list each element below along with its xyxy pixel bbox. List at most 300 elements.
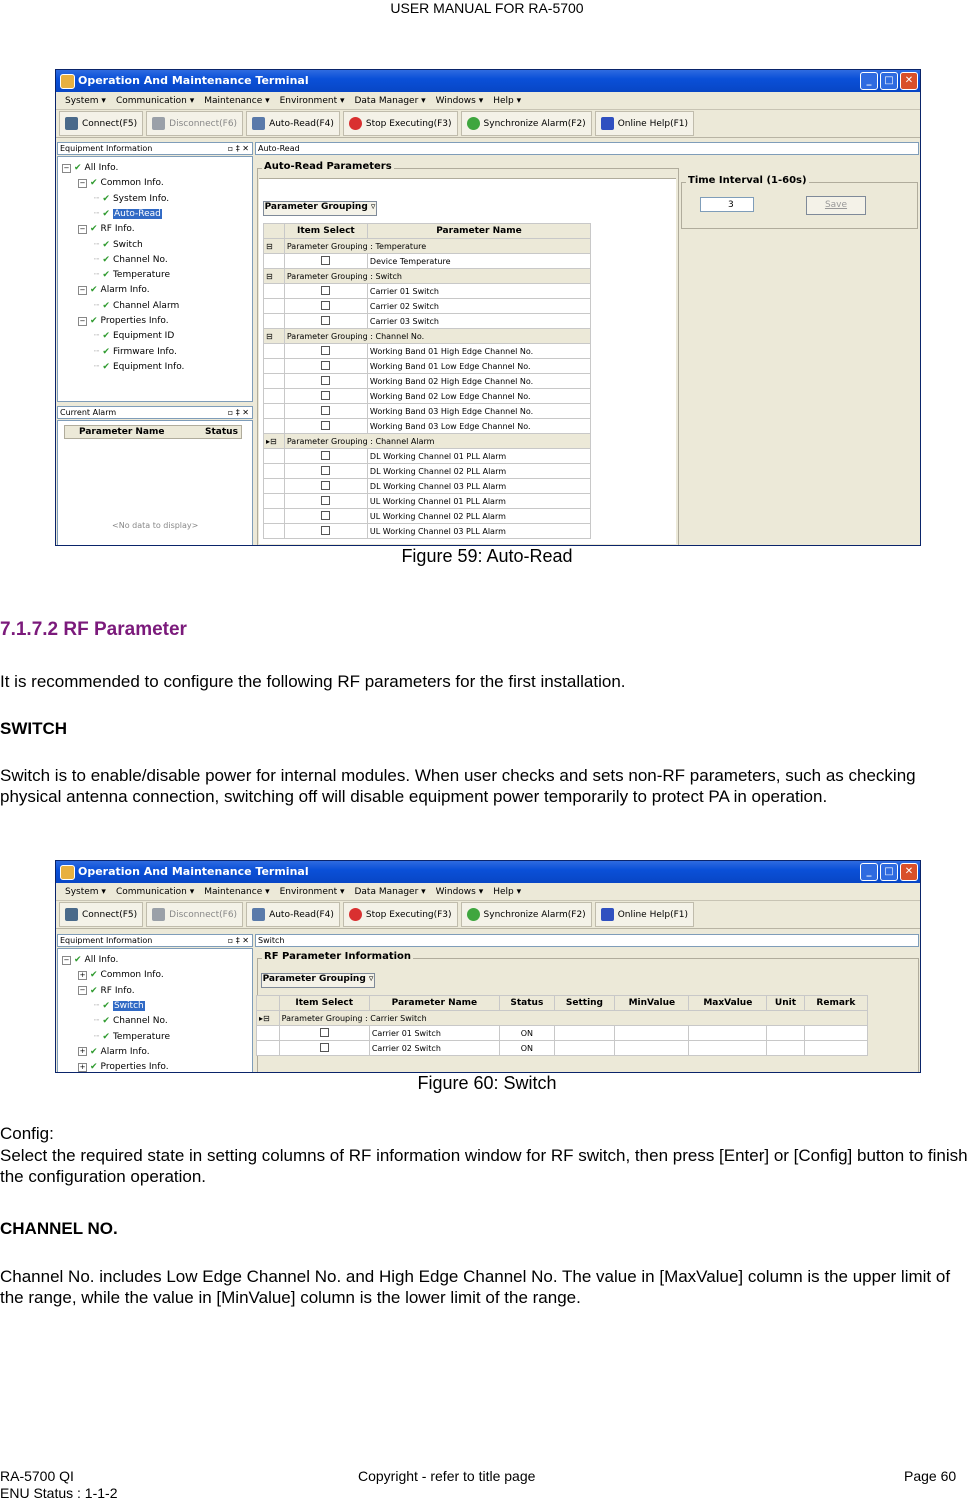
channel-text: Channel No. includes Low Edge Channel No. and High Edge Channel No. The value in [MaxValue] column is the upper limit of the range, while the value in [MinValue] column is the lower limit of the range. [0, 1267, 951, 1307]
item-select-cell[interactable] [284, 524, 367, 539]
group-toggle[interactable]: ⊟ [264, 269, 285, 284]
parameter-name-cell: Carrier 02 Switch [369, 1041, 499, 1056]
table-row[interactable] [264, 299, 591, 314]
item-checkbox[interactable] [321, 421, 330, 430]
toolbar-icon [467, 908, 480, 921]
tree-connector: ┈ [94, 1031, 100, 1042]
save-button[interactable]: Save [806, 196, 866, 215]
no-data-text: <No data to display> [112, 521, 199, 530]
tree-label: Common Info. [100, 178, 164, 189]
item-checkbox[interactable] [321, 286, 330, 295]
toolbar [56, 901, 920, 929]
tree-node[interactable] [94, 301, 179, 311]
tree-node[interactable] [94, 362, 184, 372]
toolbar-label: Connect(F5) [82, 118, 138, 129]
switch-heading: SWITCH [0, 719, 68, 738]
group-row[interactable] [264, 434, 591, 449]
item-select-cell[interactable] [284, 494, 367, 509]
item-checkbox[interactable] [320, 1028, 329, 1037]
row-spacer [264, 419, 285, 434]
parameter-name-cell: DL Working Channel 01 PLL Alarm [367, 449, 590, 464]
tree-node[interactable] [78, 316, 169, 326]
toolbar-icon [65, 908, 78, 921]
alarm-col-name[interactable]: Parameter Name [79, 427, 165, 437]
checkmark-icon: ✔ [90, 1062, 98, 1073]
expand-toggle[interactable]: + [79, 1062, 86, 1071]
column-header[interactable]: Parameter Name [367, 224, 590, 239]
row-spacer [264, 479, 285, 494]
close-button[interactable]: ✕ [900, 72, 918, 90]
menu-item[interactable]: Environment ▾ [279, 95, 345, 106]
checkmark-icon: ✔ [102, 300, 110, 311]
item-select-cell[interactable] [284, 284, 367, 299]
tree-node[interactable] [78, 1047, 150, 1057]
setting-cell[interactable] [554, 1026, 615, 1041]
row-spacer [264, 464, 285, 479]
tree-connector: ┈ [94, 300, 100, 311]
toolbar-label: Synchronize Alarm(F2) [483, 118, 586, 129]
equipment-tree [57, 948, 253, 1073]
channel-heading: CHANNEL NO. [0, 1219, 118, 1238]
group-toggle[interactable]: ▸⊟ [257, 1011, 280, 1026]
tree-label: Equipment Info. [112, 361, 185, 372]
alarm-col-status[interactable]: Status [205, 427, 238, 437]
table-row[interactable] [264, 359, 591, 374]
row-spacer [264, 344, 285, 359]
toolbar-button[interactable] [146, 111, 243, 136]
toolbar-label: Online Help(F1) [617, 909, 689, 920]
expand-toggle[interactable]: + [79, 970, 86, 979]
equipment-tree [57, 156, 253, 402]
toolbar-icon [152, 908, 165, 921]
menu-item[interactable]: Communication ▾ [115, 886, 195, 897]
tree-node[interactable] [94, 240, 143, 250]
toolbar-label: Disconnect(F6) [169, 118, 238, 129]
tree-node[interactable] [94, 270, 170, 280]
item-checkbox[interactable] [320, 1043, 329, 1052]
menu-bar [56, 883, 920, 901]
tree-connector: ┈ [94, 239, 100, 250]
row-spacer [264, 374, 285, 389]
table-row[interactable] [264, 449, 591, 464]
item-select-cell[interactable] [284, 344, 367, 359]
checkmark-icon: ✔ [90, 985, 98, 996]
checkmark-icon: ✔ [102, 1031, 110, 1042]
checkmark-icon: ✔ [90, 1046, 98, 1057]
row-spacer [264, 494, 285, 509]
tree-label: RF Info. [100, 985, 135, 996]
parameter-name-cell: DL Working Channel 02 PLL Alarm [367, 464, 590, 479]
tree-label: Properties Info. [100, 1062, 169, 1073]
tree-node[interactable] [78, 1062, 169, 1072]
checkmark-icon: ✔ [102, 361, 110, 372]
expand-toggle[interactable]: − [63, 163, 70, 172]
tree-node[interactable] [78, 285, 150, 295]
expand-toggle[interactable]: − [79, 316, 86, 325]
rf-param-group-title: RF Parameter Information [264, 951, 412, 962]
item-select-cell[interactable] [284, 509, 367, 524]
footer-page: Page 60 [904, 1468, 957, 1484]
toolbar-icon [252, 117, 265, 130]
table-row[interactable] [264, 464, 591, 479]
tree-node[interactable] [94, 255, 168, 265]
table-row[interactable] [264, 254, 591, 269]
rf-param-table [256, 995, 868, 1056]
toolbar-button[interactable] [246, 902, 340, 927]
time-interval-title: Time Interval (1-60s) [688, 175, 807, 186]
intro-text: It is recommended to configure the following RF parameters for the first installation. [0, 672, 626, 691]
item-checkbox[interactable] [321, 496, 330, 505]
checkmark-icon: ✔ [102, 346, 110, 357]
toolbar-icon [152, 117, 165, 130]
header-spacer [264, 224, 285, 239]
toolbar-button[interactable] [595, 111, 694, 136]
menu-item[interactable]: Windows ▾ [435, 886, 484, 897]
toolbar-icon [467, 117, 480, 130]
checkmark-icon: ✔ [90, 224, 98, 235]
group-toggle[interactable]: ▸⊟ [264, 434, 285, 449]
row-spacer [264, 284, 285, 299]
item-checkbox[interactable] [321, 466, 330, 475]
tree-connector: ┈ [94, 1016, 100, 1027]
checkmark-icon: ✔ [102, 193, 110, 204]
content-tab[interactable]: Switch [255, 934, 919, 947]
toolbar-label: Disconnect(F6) [169, 909, 238, 920]
max-value-cell [689, 1026, 767, 1041]
toolbar-icon [601, 117, 614, 130]
tree-node[interactable] [78, 224, 135, 234]
switch-text: Switch is to enable/disable power for internal modules. When user checks and sets non-RF parameters, such as checking physical antenna connection, switching off will disable equipment power temporarily to protect PA in operation. [0, 766, 916, 806]
item-select-cell[interactable] [284, 389, 367, 404]
tree-label: Alarm Info. [100, 285, 150, 296]
row-spacer [264, 509, 285, 524]
toolbar-label: Stop Executing(F3) [365, 909, 452, 920]
tree-label: Properties Info. [100, 316, 169, 326]
menu-item[interactable]: Data Manager ▾ [354, 886, 426, 897]
expand-toggle[interactable]: − [79, 986, 86, 995]
item-select-cell[interactable] [284, 419, 367, 434]
tree-node[interactable] [94, 347, 177, 357]
parameter-name-cell: Device Temperature [367, 254, 590, 269]
toolbar-label: Connect(F5) [82, 909, 138, 920]
menu-item[interactable]: Environment ▾ [279, 886, 345, 897]
toolbar-button[interactable] [461, 902, 592, 927]
table-row[interactable] [264, 314, 591, 329]
tree-label: Equipment ID [112, 331, 175, 342]
item-checkbox[interactable] [321, 391, 330, 400]
toolbar-label: Auto-Read(F4) [269, 118, 334, 129]
group-row[interactable] [264, 269, 591, 284]
menu-item[interactable]: Windows ▾ [435, 95, 484, 106]
item-checkbox[interactable] [321, 406, 330, 415]
time-interval-group [681, 175, 918, 229]
toolbar-icon [349, 117, 362, 130]
tree-connector: ┈ [94, 361, 100, 372]
item-select-cell[interactable] [284, 359, 367, 374]
tree-label: RF Info. [100, 224, 135, 235]
tree-label: Channel Alarm [112, 300, 180, 311]
footer-copyright: Copyright - refer to title page [358, 1468, 536, 1484]
auto-read-group-title: Auto-Read Parameters [264, 161, 392, 172]
menu-item[interactable]: Communication ▾ [115, 95, 195, 106]
tree-label: All Info. [84, 163, 119, 173]
tree-label: Channel No. [112, 1016, 168, 1027]
item-select-cell[interactable] [284, 314, 367, 329]
switch-screenshot [55, 860, 921, 1073]
checkmark-icon: ✔ [90, 285, 98, 296]
table-row[interactable] [264, 389, 591, 404]
item-checkbox[interactable] [321, 481, 330, 490]
tree-label: System Info. [112, 193, 170, 204]
status-cell: ON [500, 1026, 555, 1041]
figure-60-caption: Figure 60: Switch [417, 1073, 557, 1093]
window-title: Operation And Maintenance Terminal [78, 865, 309, 878]
parameter-grouping-button[interactable]: Parameter Grouping ▿ [263, 201, 377, 216]
table-row[interactable] [264, 509, 591, 524]
remark-cell [804, 1026, 867, 1041]
table-row[interactable] [264, 494, 591, 509]
tree-connector: ┈ [94, 208, 100, 219]
group-row[interactable] [264, 239, 591, 254]
checkmark-icon: ✔ [90, 178, 98, 189]
group-label: Parameter Grouping : Channel Alarm [284, 434, 590, 449]
parameter-grouping-button[interactable]: Parameter Grouping ▿ [261, 973, 375, 988]
table-row[interactable] [257, 1041, 868, 1056]
item-select-cell[interactable] [279, 1026, 369, 1041]
parameter-name-cell: Working Band 02 Low Edge Channel No. [367, 389, 590, 404]
maximize-button[interactable]: □ [880, 72, 898, 90]
tree-label: Temperature [112, 270, 170, 281]
expand-toggle[interactable]: − [79, 178, 86, 187]
max-value-cell [689, 1041, 767, 1056]
tree-node[interactable] [94, 209, 162, 219]
table-row[interactable] [264, 404, 591, 419]
toolbar-button[interactable] [246, 111, 340, 136]
interval-input[interactable]: 3 [700, 197, 754, 212]
tree-node[interactable] [78, 986, 135, 996]
parameter-name-cell: UL Working Channel 01 PLL Alarm [367, 494, 590, 509]
item-checkbox[interactable] [321, 301, 330, 310]
item-select-cell[interactable] [284, 464, 367, 479]
toolbar-icon [601, 908, 614, 921]
menu-item[interactable]: Help ▾ [493, 95, 522, 106]
item-select-cell[interactable] [284, 449, 367, 464]
column-header[interactable]: Remark [804, 996, 867, 1011]
toolbar-button[interactable] [59, 111, 143, 136]
toolbar-icon [252, 908, 265, 921]
item-select-cell[interactable] [284, 404, 367, 419]
status-cell: ON [500, 1041, 555, 1056]
unit-cell [767, 1026, 805, 1041]
parameter-name-cell: Working Band 01 Low Edge Channel No. [367, 359, 590, 374]
row-spacer [264, 404, 285, 419]
parameter-name-cell: Carrier 01 Switch [369, 1026, 499, 1041]
auto-read-table [263, 223, 591, 539]
page-header: USER MANUAL FOR RA-5700 [390, 0, 584, 16]
tree-label: Channel No. [112, 254, 168, 265]
parameter-name-cell: DL Working Channel 03 PLL Alarm [367, 479, 590, 494]
tree-connector: ┈ [94, 193, 100, 204]
toolbar-button[interactable] [146, 902, 243, 927]
table-header-row [264, 224, 591, 239]
menu-item[interactable]: System ▾ [65, 95, 106, 106]
maximize-button[interactable]: □ [880, 863, 898, 881]
column-header[interactable]: Status [500, 996, 555, 1011]
toolbar-button[interactable] [343, 111, 458, 136]
item-checkbox[interactable] [321, 376, 330, 385]
content-tab[interactable]: Auto-Read [255, 142, 919, 155]
toolbar-button[interactable] [59, 902, 143, 927]
group-label: Parameter Grouping : Channel No. [284, 329, 590, 344]
item-select-cell[interactable] [284, 299, 367, 314]
table-row[interactable] [264, 284, 591, 299]
app-icon [60, 74, 75, 89]
tree-label: Temperature [112, 1031, 170, 1042]
column-header[interactable]: MinValue [615, 996, 689, 1011]
remark-cell [804, 1041, 867, 1056]
tree-node[interactable] [94, 1016, 168, 1026]
header-spacer [257, 996, 280, 1011]
footer-left-1: RA-5700 QI [0, 1468, 74, 1484]
tree-label: Common Info. [100, 970, 164, 981]
group-label: Parameter Grouping : Temperature [284, 239, 590, 254]
toolbar-icon [349, 908, 362, 921]
config-text: Select the required state in setting columns of RF information window for RF switch, then press [Enter] or [Config] button to finish the configuration operation. [0, 1146, 968, 1186]
parameter-name-cell: Working Band 01 High Edge Channel No. [367, 344, 590, 359]
auto-read-screenshot [55, 69, 921, 546]
toolbar-label: Synchronize Alarm(F2) [483, 909, 586, 920]
checkmark-icon: ✔ [102, 1016, 110, 1027]
menu-item[interactable]: Help ▾ [493, 886, 522, 897]
parameter-name-cell: Working Band 03 Low Edge Channel No. [367, 419, 590, 434]
row-spacer [264, 359, 285, 374]
menu-bar [56, 92, 920, 110]
grid-area [259, 178, 676, 544]
column-header[interactable]: Setting [554, 996, 615, 1011]
toolbar-label: Auto-Read(F4) [269, 909, 334, 920]
item-checkbox[interactable] [321, 316, 330, 325]
tree-connector: ┈ [94, 1000, 100, 1011]
tree-node[interactable] [94, 194, 169, 204]
parameter-name-cell: UL Working Channel 03 PLL Alarm [367, 524, 590, 539]
checkmark-icon: ✔ [102, 270, 110, 281]
tree-node[interactable] [62, 163, 118, 173]
expand-toggle[interactable]: + [79, 1047, 86, 1056]
column-header[interactable]: MaxValue [689, 996, 767, 1011]
parameter-name-cell: Carrier 02 Switch [367, 299, 590, 314]
tree-node[interactable] [78, 970, 164, 980]
minimize-button[interactable]: _ [860, 863, 878, 881]
tree-node[interactable] [94, 331, 174, 341]
tree-node[interactable] [62, 955, 118, 965]
setting-cell[interactable] [554, 1041, 615, 1056]
parameter-name-cell: Working Band 03 High Edge Channel No. [367, 404, 590, 419]
toolbar-label: Stop Executing(F3) [365, 118, 452, 129]
close-button[interactable]: ✕ [900, 863, 918, 881]
expand-toggle[interactable]: − [79, 224, 86, 233]
table-header-row [257, 996, 868, 1011]
item-checkbox[interactable] [321, 526, 330, 535]
item-select-cell[interactable] [279, 1041, 369, 1056]
tree-node[interactable] [94, 1032, 170, 1042]
table-row[interactable] [264, 374, 591, 389]
group-toggle[interactable]: ⊟ [264, 329, 285, 344]
group-row[interactable] [257, 1011, 868, 1026]
column-header[interactable]: Unit [767, 996, 805, 1011]
column-header[interactable]: Parameter Name [369, 996, 499, 1011]
tree-label: All Info. [84, 955, 119, 965]
item-checkbox[interactable] [321, 346, 330, 355]
menu-item[interactable]: Maintenance ▾ [204, 95, 270, 106]
row-spacer [264, 524, 285, 539]
section-title: 7.1.7.2 RF Parameter [0, 619, 187, 640]
window-title: Operation And Maintenance Terminal [78, 74, 309, 87]
checkmark-icon: ✔ [102, 208, 110, 219]
parameter-name-cell: UL Working Channel 02 PLL Alarm [367, 509, 590, 524]
figure-59-caption: Figure 59: Auto-Read [401, 546, 573, 566]
item-checkbox[interactable] [321, 511, 330, 520]
group-toggle[interactable]: ⊟ [264, 239, 285, 254]
group-label: Parameter Grouping : Switch [284, 269, 590, 284]
parameter-name-cell: Working Band 02 High Edge Channel No. [367, 374, 590, 389]
item-checkbox[interactable] [321, 361, 330, 370]
table-row[interactable] [264, 524, 591, 539]
parameter-name-cell: Carrier 03 Switch [367, 314, 590, 329]
min-value-cell [615, 1026, 689, 1041]
table-row[interactable] [264, 344, 591, 359]
group-label: Parameter Grouping : Carrier Switch [279, 1011, 867, 1026]
item-checkbox[interactable] [321, 451, 330, 460]
tree-connector: ┈ [94, 346, 100, 357]
menu-item[interactable]: System ▾ [65, 886, 106, 897]
tree-connector: ┈ [94, 254, 100, 265]
menu-item[interactable]: Maintenance ▾ [204, 886, 270, 897]
toolbar-button[interactable] [595, 902, 694, 927]
item-select-cell[interactable] [284, 374, 367, 389]
menu-item[interactable]: Data Manager ▾ [354, 95, 426, 106]
column-header[interactable]: Item Select [284, 224, 367, 239]
row-spacer [264, 254, 285, 269]
minimize-button[interactable]: _ [860, 72, 878, 90]
item-select-cell[interactable] [284, 254, 367, 269]
item-select-cell[interactable] [284, 479, 367, 494]
column-header[interactable]: Item Select [279, 996, 369, 1011]
expand-toggle[interactable]: − [79, 285, 86, 294]
tree-label: Firmware Info. [112, 346, 177, 357]
tree-label: Auto-Read [113, 208, 161, 219]
tree-label: Switch [113, 1000, 144, 1011]
table-row[interactable] [264, 479, 591, 494]
min-value-cell [615, 1041, 689, 1056]
tree-node[interactable] [78, 178, 164, 188]
expand-toggle[interactable]: − [63, 955, 70, 964]
toolbar-button[interactable] [461, 111, 592, 136]
tree-node[interactable] [94, 1001, 145, 1011]
footer-left-2: ENU Status : 1-1-2 [0, 1485, 118, 1501]
group-row[interactable] [264, 329, 591, 344]
toolbar-button[interactable] [343, 902, 458, 927]
current-alarm-panel [57, 420, 253, 546]
unit-cell [767, 1041, 805, 1056]
item-checkbox[interactable] [321, 256, 330, 265]
table-row[interactable] [257, 1026, 868, 1041]
table-row[interactable] [264, 419, 591, 434]
checkmark-icon: ✔ [90, 316, 98, 326]
tree-connector: ┈ [94, 270, 100, 281]
parameter-name-cell: Carrier 01 Switch [367, 284, 590, 299]
tree-label: Switch [112, 239, 143, 250]
checkmark-icon: ✔ [102, 254, 110, 265]
